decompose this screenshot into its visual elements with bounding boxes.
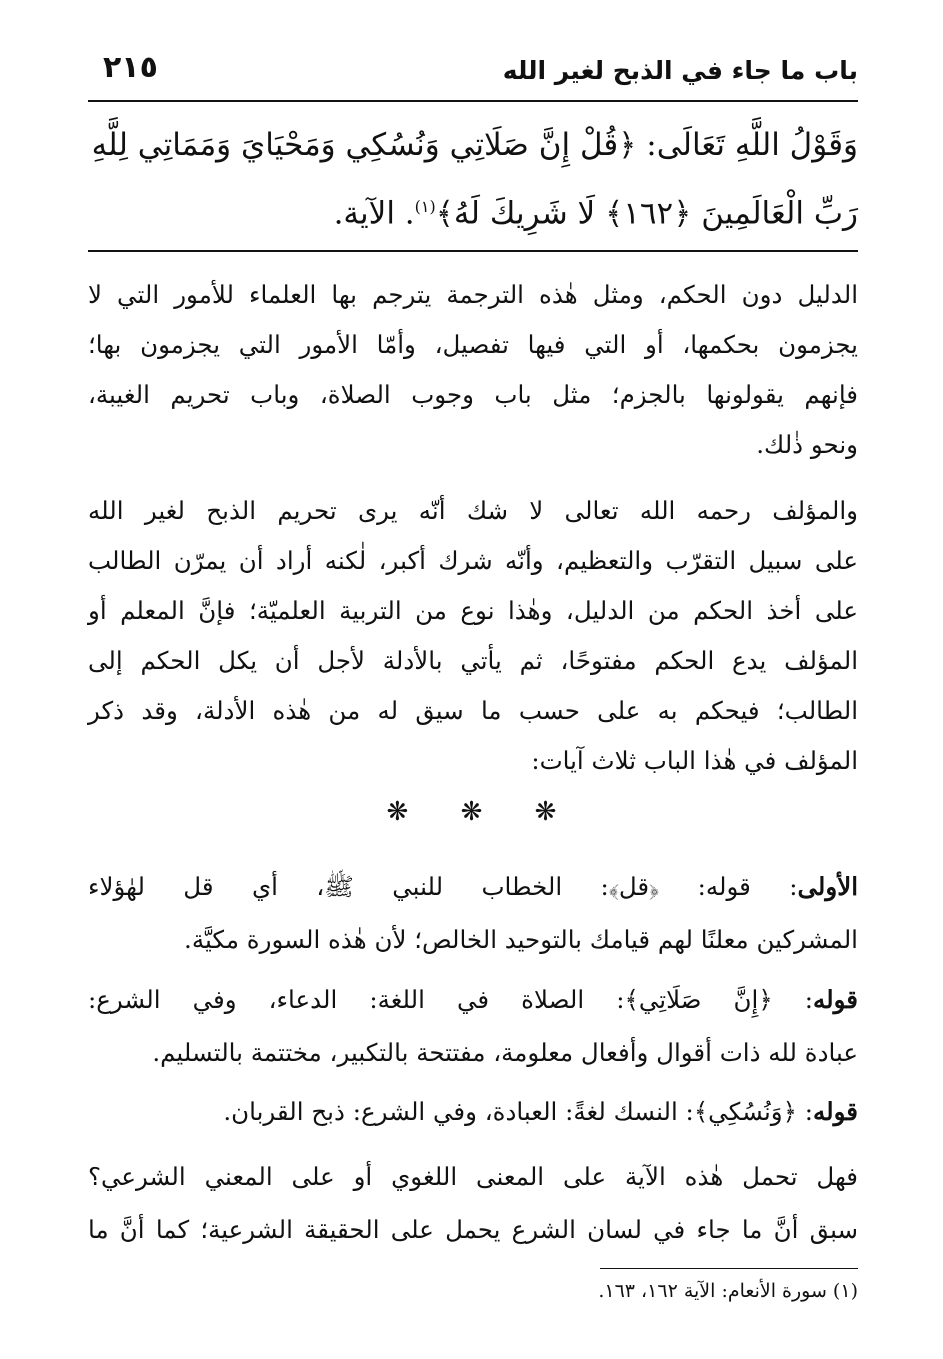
text-line: يجزمون بحكمها، أو التي فيها تفصيل، وأمّا الأمور التي يجزمون بها؛ [88, 330, 858, 359]
text-line: فهل تحمل هٰذه الآية على المعنى اللغوي أو على المعني الشرعي؟ [88, 1162, 858, 1191]
text-line: فإنهم يقولونها بالجزم؛ مثل باب وجوب الصلاة، وباب تحريم الغيبة، [88, 380, 858, 409]
text-line: المؤلف يدع الحكم مفتوحًا، ثم يأتي بالأدلة لأجل أن يكل الحكم إلى [88, 646, 858, 675]
footnote: (١) سورة الأنعام: الآية ١٦٢، ١٦٣. [598, 1280, 858, 1302]
text-line: الدليل دون الحكم، ومثل هٰذه الترجمة يترجم بها العلماء للأمور التي لا [88, 280, 858, 309]
section-separator [0, 797, 943, 827]
section-nusuki [88, 1085, 858, 1138]
star-ornament-icon: ❋ [534, 797, 557, 827]
text-line: المؤلف في هٰذا الباب ثلاث آيات: [531, 746, 858, 775]
paragraph-1 [88, 270, 858, 470]
text-line: سبق أنَّ ما جاء في لسان الشرع يحمل على الحقيقة الشرعية؛ كما أنَّ ما [88, 1215, 858, 1244]
section-label: قوله [813, 1097, 858, 1126]
footnote-ref: (١) [414, 197, 436, 216]
section-salati [88, 973, 858, 1079]
text-line: والمؤلف رحمه الله تعالى لا شك أنّه يرى تحريم الذبح لغير الله [88, 496, 858, 525]
chapter-title: باب ما جاء في الذبح لغير الله [502, 56, 858, 85]
body-text [88, 270, 858, 786]
paragraph-2 [88, 486, 858, 786]
star-ornament-icon: ❋ [460, 797, 483, 827]
text-line: الطالب؛ فيحكم به على حسب ما سيق له من هٰذه الأدلة، وقد ذكر [88, 696, 858, 725]
footnote-divider [600, 1268, 858, 1269]
section-first [88, 860, 858, 966]
text-line: الأولى: قوله: ﴿قل﴾: الخطاب للنبي ﷺ، أي قل لهٰؤلاء [88, 872, 858, 901]
paragraph-last [88, 1150, 858, 1256]
text-line: المشركين معلنًا لهم قيامك بالتوحيد الخالص؛ لأن هٰذه السورة مكيَّة. [184, 925, 858, 954]
text-line: على أخذ الحكم من الدليل، وهٰذا نوع من التربية العلميّة؛ فإنَّ المعلم أو [88, 596, 858, 625]
quote-line-1: وَقَوْلُ اللَّهِ تَعَالَى: ﴿قُلْ إِنَّ صَلَاتِي وَنُسُكِي وَمَحْيَايَ وَمَمَاتِي لِلَّهِ [91, 127, 858, 163]
section-label: الأولى [797, 872, 858, 901]
text-line: ونحو ذٰلك. [756, 430, 858, 459]
quote-line-2: رَبِّ الْعَالَمِينَ ﴿١٦٢﴾ لَا شَرِيكَ لَهُ﴾$^{(١)}$. الآية. [333, 195, 858, 232]
page-number: ٢١٥ [103, 50, 158, 85]
section-label: قوله [813, 985, 858, 1014]
running-header [95, 50, 858, 95]
star-ornament-icon: ❋ [386, 797, 409, 827]
header-divider [88, 100, 858, 102]
text-line: عبادة لله ذات أقوال وأفعال معلومة، مفتتحة بالتكبير، مختتمة بالتسليم. [152, 1038, 858, 1067]
quran-quote [88, 115, 858, 244]
text-line: قوله: ﴿إِنَّ صَلَاتِي﴾: الصلاة في اللغة: الدعاء، وفي الشرع: [88, 985, 858, 1014]
text-line: على سبيل التقرّب والتعظيم، وأنّه شرك أكبر، لٰكنه أراد أن يمرّن الطالب [88, 546, 858, 575]
quote-divider [88, 250, 858, 252]
text-line: قوله: ﴿وَنُسُكِي﴾: النسك لغةً: العبادة، وفي الشرع: ذبح القربان. [223, 1097, 858, 1126]
